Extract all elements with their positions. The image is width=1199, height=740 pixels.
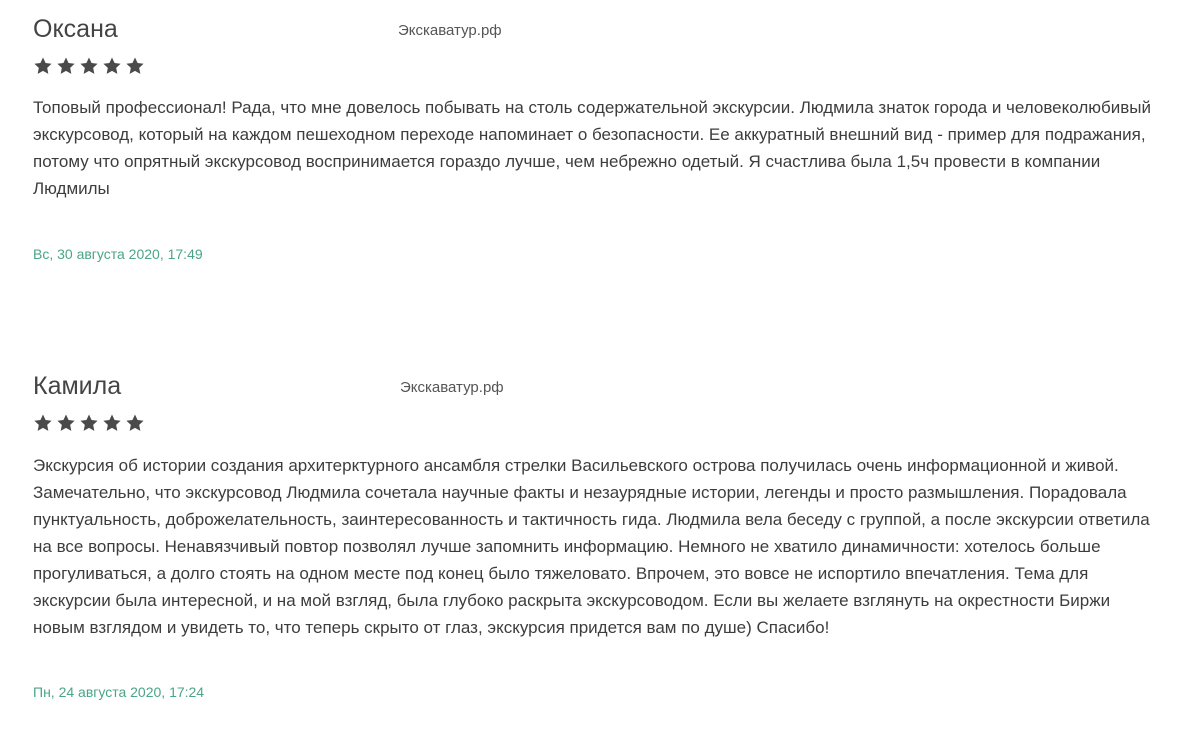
- review-date: Пн, 24 августа 2020, 17:24: [33, 684, 205, 700]
- star-icon: [79, 413, 99, 433]
- star-icon: [79, 56, 99, 76]
- review-card: [33, 371, 1173, 700]
- star-icon: [125, 56, 145, 76]
- star-icon: [33, 56, 53, 76]
- rating-stars: [33, 56, 145, 76]
- star-icon: [102, 413, 122, 433]
- review-author: Оксана: [33, 15, 118, 43]
- star-icon: [125, 413, 145, 433]
- star-icon: [56, 56, 76, 76]
- review-text: Экскурсия об истории создания архитерктурного ансамбля стрелки Васильевского острова получилась очень информационной и живой. Замечательно, что экскурсовод Людмила сочетала научные факты и незаурядные истории, легенды и просто размышления. Порадовала пунктуальность, доброжелательность, заинтересованность и тактичность гида. Людмила вела беседу с группой, а после экскурсии ответила на все вопросы. Ненавязчивый повтор позволял лучше запомнить информацию. Немного не хватило динамичности: хотелось больше прогуливаться, а долго стоять на одном месте под конец было тяжеловато. Впрочем, это вовсе не испортило впечатления. Тема для экскурсии была интересной, и на мой взгляд, была глубоко раскрыта экскурсоводом. Если вы желаете взглянуть на окрестности Биржи новым взглядом и увидеть то, что теперь скрыто от глаз, экскурсия придется вам по душе) Спасибо!: [33, 456, 1150, 637]
- star-icon: [56, 413, 76, 433]
- review-card: [33, 14, 1173, 262]
- review-source: Экскаватур.рф: [400, 379, 504, 396]
- star-icon: [102, 56, 122, 76]
- review-text: Топовый профессионал! Рада, что мне довелось побывать на столь содержательной экскурсии. Людмила знаток города и человеколюбивый экскурсовод, который на каждом пешеходном переходе напоминает о безопасности. Ее аккуратный внешний вид - пример для подражания, потому что опрятный экскурсовод воспринимается гораздо лучше, чем небрежно одетый. Я счастлива была 1,5ч провести в компании Людмилы: [33, 98, 1151, 198]
- review-source: Экскаватур.рф: [398, 22, 502, 39]
- review-header: [33, 14, 1173, 48]
- star-icon: [33, 413, 53, 433]
- review-author: Камила: [33, 372, 122, 400]
- review-date: Вс, 30 августа 2020, 17:49: [33, 246, 203, 262]
- rating-stars: [33, 413, 145, 433]
- review-header: [33, 371, 1173, 405]
